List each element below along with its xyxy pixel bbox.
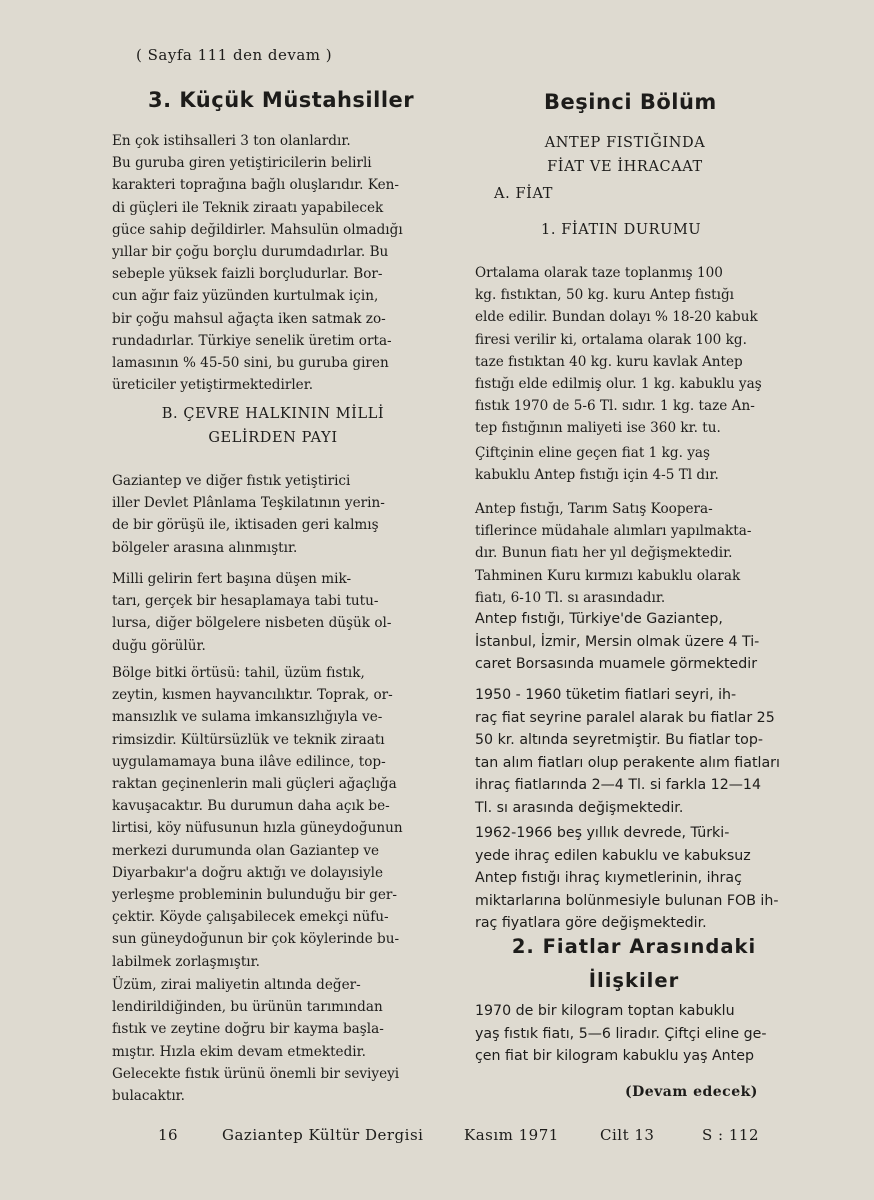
right-paragraph-3: Antep fıstığı, Tarım Satış Koopera- tiflerince müdahale alımları yapılmakta- dır. Bunun fiatı her yıl değişmektedir. Tahminen Kuru kırmızı kabuklu olarak fiatı, 6-10 Tl. sı arasındadır. <box>475 501 752 606</box>
chapter-title: ANTEP FISTIĞINDA FİAT VE İHRACAAT <box>544 135 706 175</box>
right-paragraph-4: Antep fıstığı, Türkiye'de Gaziantep, İstanbul, İzmir, Mersin olmak üzere 4 Ti- caret Borsasında muamele görmektedir <box>475 611 760 673</box>
left-paragraph-1: En çok istihsalleri 3 ton olanlardır. Bu guruba giren yetiştiricilerin belirli karakteri toprağına bağlı oluşlarıdır. Ken- di güçleri ile Teknik ziraatı yapabilecek güce sahip değildirler. Mahsulün olmadığı yıllar bir çoğu borçlu durumdadırlar. Bu sebeple yüksek faizli borçludurlar. Bor- cun ağır faiz yüzünden kurtulmak için, bir çoğu mahsul ağaçta iken satmak zo- rundadırlar. Türkiye senelik üretim orta- lamasının % 45-50 sini, bu guruba giren üreticiler yetiştirmektedirler. <box>112 133 403 394</box>
right-paragraph-6: 1962-1966 beş yıllık devrede, Türki- yede ihraç edilen kabuklu ve kabuksuz Antep fıstığı ihraç kıymetlerinin, ihraç miktarlarına bolünmesiyle bulunan FOB ih- raç fiyatlara göre değişmektedir. <box>475 825 779 932</box>
magazine-name: Gaziantep Kültür Dergisi <box>222 1126 424 1144</box>
left-paragraph-3: Milli gelirin fert başına düşen mik- tarı, gerçek bir hesaplamaya tabi tutu- lursa, diğer bölgelere nisbeten düşük ol- duğu görülür. <box>112 571 392 654</box>
subheading-cevre-halkinin: B. ÇEVRE HALKININ MİLLİ GELİRDEN PAYI <box>161 406 385 446</box>
right-paragraph-7: 1970 de bir kilogram toptan kabuklu yaş fıstık fiatı, 5—6 liradır. Çiftçi eline ge- çen fiat bir kilogram kabuklu yaş Antep <box>475 1003 767 1065</box>
section-heading-fiatlar-arasindaki: 2. Fiatlar Arasındaki İlişkiler <box>511 935 757 992</box>
section-1-fiatin-durumu: 1. FİATIN DURUMU <box>541 222 702 238</box>
left-paragraph-5: Üzüm, zirai maliyetin altında değer- lendirildiğinden, bu ürünün tarımından fıstık ve zeytine doğru bir kayma başla- mıştır. Hızla ekim devam etmektedir. Gelecekte fıstık ürünü önemli bir seviyeyi bulacaktır. <box>112 977 400 1105</box>
continuation-note: ( Sayfa 111 den devam ) <box>136 46 333 64</box>
page-number: 16 <box>158 1126 179 1144</box>
right-paragraph-2: Çiftçinin eline geçen fiat 1 kg. yaş kabuklu Antep fıstığı için 4-5 Tl dır. <box>475 445 719 484</box>
left-paragraph-2: Gaziantep ve diğer fıstık yetiştirici iller Devlet Plânlama Teşkilatının yerin- de bir görüşü ile, iktisaden geri kalmış bölgeler arasına alınmıştır. <box>112 473 385 556</box>
chapter-heading-besinci-bolum: Beşinci Bölüm <box>544 90 717 114</box>
section-heading-kucuk-mustahsiller: 3. Küçük Müstahsiller <box>148 88 415 112</box>
volume-number: Cilt 13 <box>600 1126 655 1144</box>
section-a-fiat: A. FİAT <box>494 186 554 202</box>
right-paragraph-1: Ortalama olarak taze toplanmış 100 kg. fıstıktan, 50 kg. kuru Antep fıstığı elde edilir. Bundan dolayı % 18-20 kabuk firesi verilir ki, ortalama olarak 100 kg. taze fıstıktan 40 kg. kuru kavlak Antep fıstığı elde edilmiş olur. 1 kg. kabuklu yaş fıstık 1970 de 5-6 Tl. sıdır. 1 kg. taze An- tep fıstığının maliyeti ise 360 kr. tu. <box>475 265 762 437</box>
to-be-continued-note: (Devam edecek) <box>625 1084 758 1100</box>
issue-number: S : 112 <box>702 1126 759 1144</box>
issue-date: Kasım 1971 <box>464 1126 559 1144</box>
left-paragraph-4: Bölge bitki örtüsü: tahil, üzüm fıstık, zeytin, kısmen hayvancılıktır. Toprak, or- mansızlık ve sulama imkansızlığıyla ve- rimsizdir. Kültürsüzlük ve teknik ziraatı uygulamamaya buna ilâve edilince, top- raktan geçinenlerin mali güçleri ağaçlığa kavuşacaktır. Bu durumun daha açık be- lirtisi, köy nüfusunun hızla güneydoğunun merkezi durumunda olan Gaziantep ve Diyarbakır'a doğru aktığı ve dolayısiyle yerleşme probleminin bulunduğu bir ger- çektir. Köyde çalışabilecek emekçi nüfu- sun güneydoğunun bir çok köylerinde bu- labilmek zorlaşmıştır. <box>112 665 403 970</box>
right-paragraph-5: 1950 - 1960 tüketim fiatlari seyri, ih- raç fiat seyrine paralel alarak bu fiatlar 25 50 kr. altında seyretmiştir. Bu fiatlar top- tan alım fiatları olup perakente alım fiatları ihraç fiatlarında 2—4 Tl. si farkla 12—14 Tl. sı arasında değişmektedir. <box>475 687 780 816</box>
